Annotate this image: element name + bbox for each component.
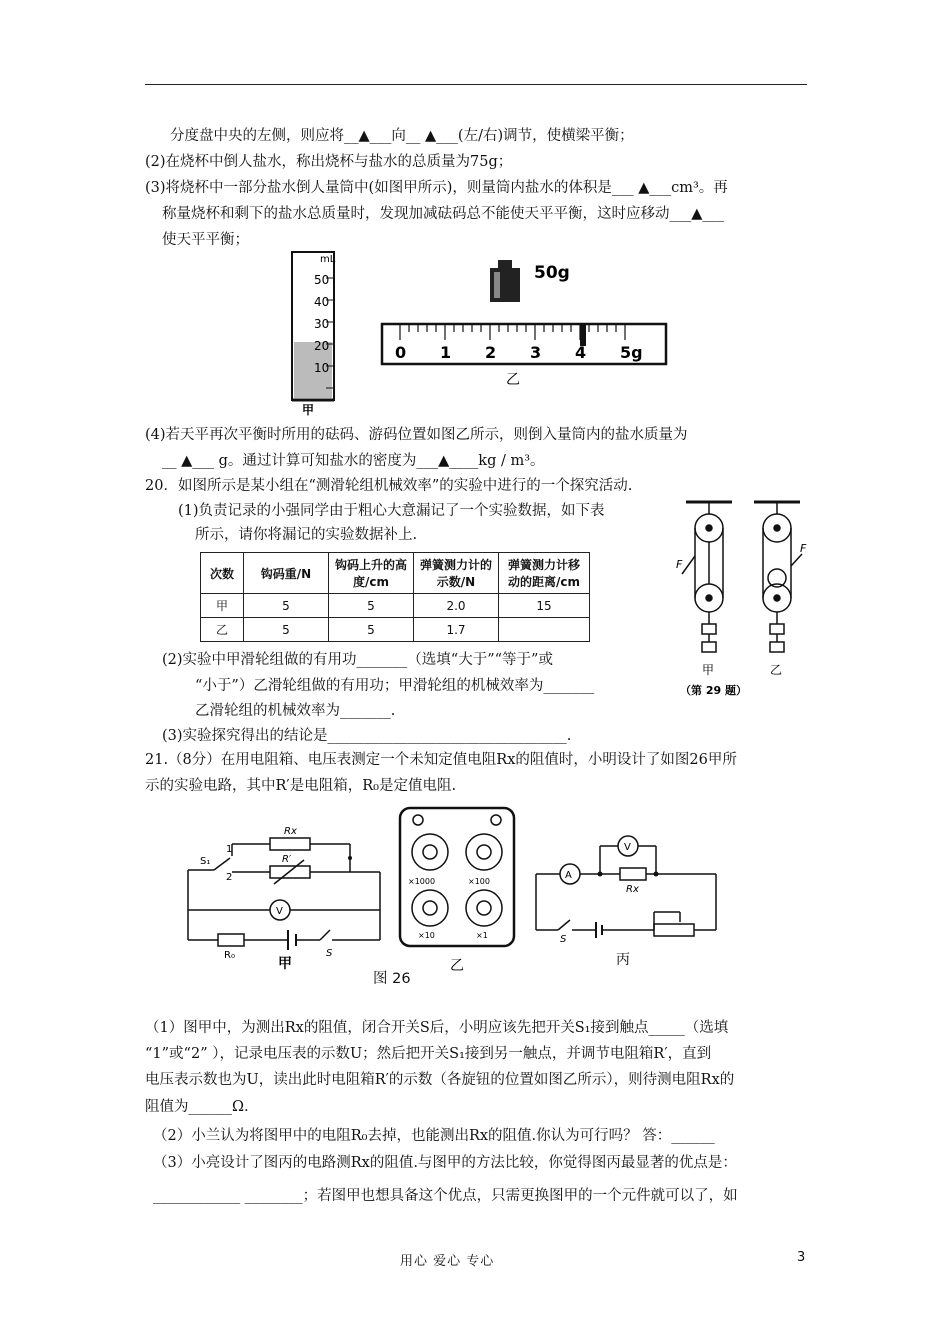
label-yi: 乙 (450, 958, 464, 974)
text-line: __ ▲___ g。通过计算可知盐水的密度为___▲____kg / m³。 (162, 453, 545, 469)
cylinder-tick: 20 (314, 339, 330, 353)
table-header: 弹簧测力计的示数/N (414, 553, 499, 594)
rider-scale-figure (380, 322, 670, 394)
data-table (200, 552, 590, 642)
circuit-jia-figure (180, 822, 390, 976)
voltmeter-label: V (276, 906, 283, 917)
text-line: 分度盘中央的左侧，则应将__▲___向__ ▲___(左/右)调节，使横梁平衡； (170, 128, 634, 144)
contact-1-label: 1 (226, 844, 233, 855)
table-cell: 甲 (201, 594, 244, 618)
rx-label: Rx (626, 884, 639, 895)
table-row (201, 594, 590, 618)
text-line: 阻值为______Ω. (145, 1099, 249, 1115)
cylinder-tick: 50 (314, 273, 330, 287)
text-line: 电压表示数也为U，读出此时电阻箱R′的示数（各旋钮的位置如图乙所示），则待测电阻Rx的 (145, 1072, 735, 1088)
rider-tick: 4 (575, 343, 587, 362)
footer-motto: 用心 爱心 专心 (400, 1254, 495, 1269)
rider-tick: 3 (530, 343, 542, 362)
table-cell: 5 (244, 618, 329, 642)
text-line: （3）小亮设计了图丙的电路测Rx的阻值.与图甲的方法比较，你觉得图丙最显著的优点是： (153, 1155, 737, 1171)
text-line: (3)将烧杯中一部分盐水倒人量筒中(如图甲所示)，则量筒内盐水的体积是___ ▲___cm³。再 (145, 180, 728, 196)
text-line: （1）图甲中，为测出Rx的阻值，闭合开关S后，小明应该先把开关S₁接到触点_____（选填 (145, 1020, 729, 1036)
cylinder-tick: 40 (314, 295, 330, 309)
label-bing: 丙 (616, 952, 630, 968)
figure-caption: （第 29 题） (680, 684, 747, 697)
table-header: 钩码重/N (244, 553, 329, 594)
dial-multiplier: ×100 (468, 877, 490, 886)
label-yi: 乙 (770, 663, 783, 677)
ammeter-label: A (565, 870, 572, 881)
dial-multiplier: ×1 (476, 931, 488, 940)
force-label: F (800, 542, 807, 555)
table-cell: 5 (244, 594, 329, 618)
rider-tick: 2 (485, 343, 497, 362)
table-cell: 15 (499, 594, 590, 618)
page-number: 3 (797, 1250, 806, 1265)
table-header: 次数 (201, 553, 244, 594)
cylinder-tick: 10 (314, 361, 330, 375)
table-cell (499, 618, 590, 642)
table-header: 弹簧测力计移动的距离/cm (499, 553, 590, 594)
label-jia: 甲 (278, 956, 292, 972)
text-line: （2）小兰认为将图甲中的电阻R₀去掉，也能测出Rx的阻值.你认为可行吗？ 答：______ (153, 1128, 715, 1144)
text-line: “小于”）乙滑轮组做的有用功；甲滑轮组的机械效率为_______ (195, 678, 595, 694)
dial-multiplier: ×10 (418, 931, 435, 940)
text-line: “1”或“2” ），记录电压表的示数U；然后把开关S₁接到另一触点，并调节电阻箱R′，直到 (145, 1046, 712, 1062)
label-jia: 甲 (302, 403, 315, 417)
force-label: F (676, 558, 683, 571)
text-line: 称量烧杯和剩下的盐水总质量时，发现加减砝码总不能使天平平衡，这时应移动___▲___ (162, 206, 725, 222)
label-jia: 甲 (702, 663, 715, 677)
text-line: 使天平平衡； (162, 232, 249, 248)
table-cell: 乙 (201, 618, 244, 642)
r-prime-label: R′ (282, 854, 292, 865)
resistance-box-figure (396, 804, 520, 988)
rx-label: Rx (284, 826, 297, 837)
table-cell: 5 (329, 594, 414, 618)
text-line: (4)若天平再次平衡时所用的砝码、游码位置如图乙所示，则倒入量筒内的盐水质量为 (145, 427, 688, 443)
header-rule (145, 84, 807, 85)
text-line: 所示，请你将漏记的实验数据补上. (195, 527, 418, 543)
pulley-figure (672, 496, 812, 710)
cylinder-unit: mL (320, 254, 336, 265)
text-line: 21.（8分）在用电阻箱、电压表测定一个未知定值电阻Rx的阻值时，小明设计了如图26甲所 (145, 752, 737, 768)
text-line: (3)实验探究得出的结论是_________________________________. (162, 728, 572, 744)
text-line: (1)负责记录的小强同学由于粗心大意漏记了一个实验数据，如下表 (178, 503, 605, 519)
text-line: 乙滑轮组的机械效率为_______. (195, 703, 396, 719)
dial-multiplier: ×1000 (408, 877, 436, 886)
label-yi: 乙 (506, 372, 520, 388)
table-cell: 2.0 (414, 594, 499, 618)
weight-label: 50g (534, 263, 570, 283)
contact-2-label: 2 (226, 872, 233, 883)
weight-figure (486, 258, 586, 312)
cylinder-tick: 30 (314, 317, 330, 331)
rider-tick: 1 (440, 343, 452, 362)
s1-label: S₁ (200, 856, 211, 867)
circuit-bing-figure (530, 826, 730, 975)
table-header: 钩码上升的高度/cm (329, 553, 414, 594)
switch-label: S (326, 948, 333, 959)
graduated-cylinder-figure (280, 248, 380, 422)
switch-label: S (560, 934, 567, 945)
voltmeter-label: V (624, 842, 631, 853)
table-cell: 1.7 (414, 618, 499, 642)
rider-tick: 0 (395, 343, 407, 362)
text-line: (2)实验中甲滑轮组做的有用功_______（选填“大于”“等于”或 (162, 652, 553, 668)
text-line: 示的实验电路，其中R′是电阻箱，R₀是定值电阻. (145, 778, 457, 794)
figure-caption: 图 26 (373, 971, 411, 987)
table-cell: 5 (329, 618, 414, 642)
r0-label: R₀ (224, 950, 235, 961)
text-line: 20．如图所示是某小组在“测滑轮组机械效率”的实验中进行的一个探究活动. (145, 478, 633, 494)
rider-tick: 5g (620, 343, 643, 362)
text-line: ____________ ________；若图甲也想具备这个优点，只需更换图甲的一个元件就可以了，如 (153, 1188, 738, 1204)
table-row (201, 618, 590, 642)
text-line: (2)在烧杯中倒人盐水，称出烧杯与盐水的总质量为75g； (145, 154, 513, 170)
